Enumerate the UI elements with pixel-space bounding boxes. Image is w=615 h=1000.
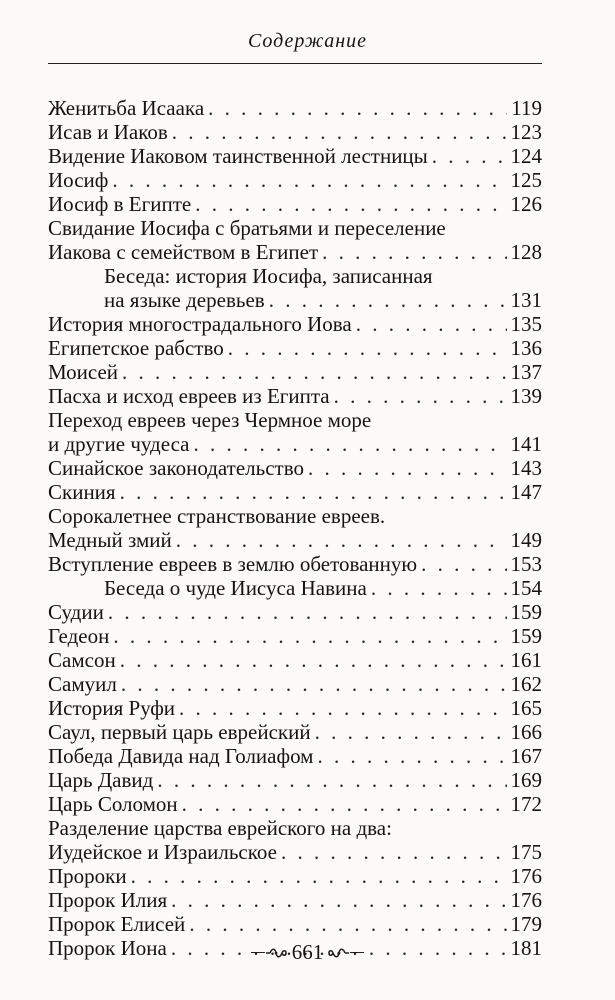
toc-leader-dots [122,360,506,384]
table-of-contents [48,96,542,960]
toc-entry-page: 162 [510,672,542,696]
toc-entry-title: Гедеон [48,624,110,648]
toc-entry-page: 159 [510,600,542,624]
toc-entry-title: Пророки [48,864,127,888]
toc-entry [48,168,542,192]
toc-entry-title: Свидание Иосифа с братьями и переселение [48,216,446,240]
toc-leader-dots [179,696,506,720]
toc-entry-page: 169 [510,768,542,792]
toc-leader-dots [113,624,506,648]
toc-entry-page: 149 [510,528,542,552]
toc-entry-page: 176 [510,888,542,912]
toc-entry [48,816,542,840]
toc-entry-title: и другие чудеса [48,432,190,456]
toc-entry [48,360,542,384]
toc-entry-title: Переход евреев через Чермное море [48,408,372,432]
toc-entry [48,96,542,120]
toc-entry-page: 172 [510,792,542,816]
toc-entry [48,384,542,408]
toc-entry-title: Женитьба Исаака [48,96,205,120]
toc-entry-page: 166 [510,720,542,744]
toc-entry-page: 143 [510,456,542,480]
toc-entry-page: 128 [510,240,542,264]
toc-entry-title: Иакова с семейством в Египет [48,240,319,264]
toc-leader-dots [189,912,506,936]
toc-entry-title: Исав и Иаков [48,120,168,144]
toc-entry-page: 179 [510,912,542,936]
toc-leader-dots [308,456,507,480]
toc-entry-title: Иосиф в Египте [48,192,192,216]
toc-entry [48,648,542,672]
toc-leader-dots [171,888,506,912]
header-rule [48,63,542,64]
toc-entry-title: на языке деревьев [104,288,265,312]
page-footer [0,940,615,965]
toc-entry-page: 176 [510,864,542,888]
toc-leader-dots [121,672,507,696]
toc-entry-title: Саул, первый царь еврейский [48,720,311,744]
toc-entry [48,576,542,600]
toc-entry-title: Медный змий [48,528,172,552]
toc-leader-dots [208,96,507,120]
toc-entry [48,624,542,648]
toc-entry [48,792,542,816]
toc-entry-page: 161 [510,648,542,672]
toc-leader-dots [195,192,506,216]
toc-entry-title: Царь Давид [48,768,154,792]
toc-leader-dots [120,648,507,672]
toc-leader-dots [281,840,507,864]
toc-entry-title: Египетское рабство [48,336,224,360]
toc-entry-page: 131 [510,288,542,312]
toc-entry-title: История многострадального Иова [48,312,352,336]
right-ornament-icon [328,946,364,960]
toc-entry-title: Вступление евреев в землю обетованную [48,552,418,576]
toc-entry-page: 135 [510,312,542,336]
toc-leader-dots [182,792,507,816]
page-header-title: Содержание [247,30,368,52]
toc-entry [48,216,542,240]
toc-entry [48,240,542,264]
toc-leader-dots [120,480,507,504]
toc-entry-title: Скиния [48,480,116,504]
toc-entry-title: Царь Соломон [48,792,178,816]
toc-entry-title: Иосиф [48,168,109,192]
toc-leader-dots [176,528,507,552]
toc-entry-page: 141 [510,432,542,456]
toc-leader-dots [421,552,506,576]
toc-entry [48,720,542,744]
toc-entry-page: 139 [510,384,542,408]
toc-leader-dots [322,240,506,264]
toc-entry [48,288,542,312]
toc-entry-title: Сорокалетнее странствование евреев. [48,504,386,528]
toc-leader-dots [269,288,507,312]
toc-entry-title: Беседа о чуде Иисуса Навина [104,576,367,600]
toc-entry-title: Самсон [48,648,116,672]
toc-entry-title: Видение Иаковом таинственной лестницы [48,144,428,168]
toc-entry [48,120,542,144]
toc-entry-page: 159 [510,624,542,648]
toc-leader-dots [371,576,507,600]
toc-entry [48,456,542,480]
toc-entry-page: 124 [510,144,542,168]
toc-entry [48,768,542,792]
toc-entry-page: 137 [510,360,542,384]
toc-entry-page: 119 [511,96,542,120]
toc-entry [48,312,542,336]
toc-entry-title: Моисей [48,360,119,384]
toc-entry [48,264,542,288]
toc-entry [48,912,542,936]
toc-entry-page: 123 [510,120,542,144]
toc-entry [48,480,542,504]
toc-leader-dots [317,744,506,768]
toc-entry [48,528,542,552]
toc-entry [48,672,542,696]
toc-entry [48,552,542,576]
toc-entry-title: Разделение царства еврейского на два: [48,816,392,840]
toc-leader-dots [356,312,507,336]
toc-entry-page: 147 [510,480,542,504]
toc-entry [48,744,542,768]
toc-leader-dots [228,336,507,360]
toc-entry-title: Самуил [48,672,117,696]
toc-entry-title: Пророк Елисей [48,912,186,936]
toc-entry [48,504,542,528]
toc-entry-title: Синайское законодательство [48,456,304,480]
toc-leader-dots [334,384,507,408]
toc-entry-page: 167 [510,744,542,768]
toc-entry [48,432,542,456]
toc-leader-dots [157,768,506,792]
toc-entry-title: Победа Давида над Голиафом [48,744,314,768]
toc-entry [48,840,542,864]
toc-leader-dots [315,720,507,744]
toc-entry [48,336,542,360]
toc-leader-dots [112,168,506,192]
toc-leader-dots [108,600,507,624]
toc-entry [48,408,542,432]
toc-entry [48,600,542,624]
toc-entry-title: Иудейское и Израильское [48,840,277,864]
toc-entry-title: Пророк Илия [48,888,168,912]
toc-entry-page: 175 [510,840,542,864]
toc-entry [48,888,542,912]
toc-entry-page: 181 [510,936,542,960]
toc-leader-dots [172,120,507,144]
toc-entry-page: 153 [510,552,542,576]
toc-entry-title: История Руфи [48,696,176,720]
toc-entry-title: Пасха и исход евреев из Египта [48,384,330,408]
toc-entry [48,144,542,168]
toc-leader-dots [193,432,506,456]
toc-entry-title: Беседа: история Иосифа, записанная [104,264,433,288]
toc-entry-page: 154 [510,576,542,600]
toc-entry-title: Судии [48,600,104,624]
toc-entry [48,696,542,720]
toc-leader-dots [131,864,507,888]
left-ornament-icon [251,946,287,960]
toc-entry-page: 165 [510,696,542,720]
toc-entry [48,864,542,888]
toc-entry-page: 125 [510,168,542,192]
toc-entry-page: 136 [510,336,542,360]
toc-entry-page: 126 [510,192,542,216]
page-number: 661 [291,940,324,964]
toc-entry [48,192,542,216]
toc-leader-dots [432,144,507,168]
toc-entry-title: Пророк Иона [48,936,167,960]
